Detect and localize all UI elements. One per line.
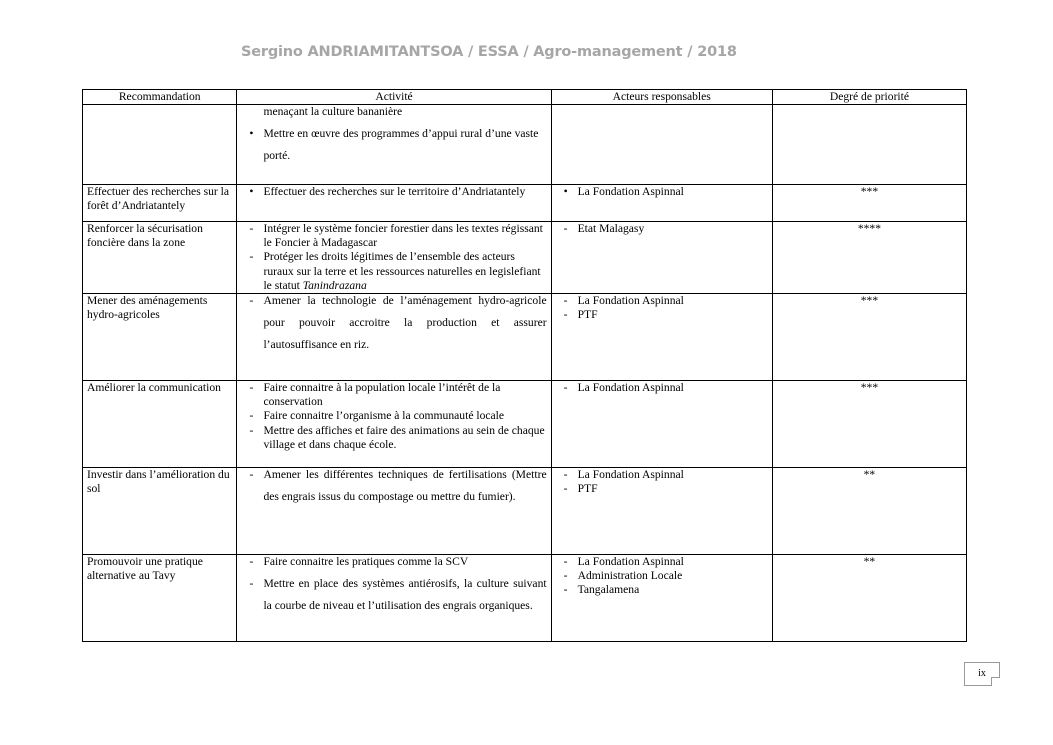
bullet-marker: • — [249, 127, 254, 141]
dash-marker: - — [249, 555, 254, 569]
recommandation-cell: Renforcer la sécurisation foncière dans la zone — [83, 222, 237, 294]
activite-item: - Intégrer le système foncier forestier dans les textes régissant le Foncier à Madagascar — [241, 222, 546, 250]
acteur-item: - PTF — [556, 482, 768, 496]
activite-item: - Amener les différentes techniques de fertilisations (Mettre des engrais issus du compostage ou mettre du fumier). — [241, 464, 546, 508]
acteur-item: - La Fondation Aspinnal — [556, 555, 768, 569]
dash-marker: - — [249, 250, 254, 264]
table-row — [83, 381, 967, 468]
table-row — [83, 294, 967, 381]
dash-marker: - — [249, 423, 254, 437]
acteur-item: - La Fondation Aspinnal — [556, 294, 768, 308]
dash-marker: - — [249, 409, 254, 423]
activite-cell — [237, 294, 551, 381]
acteur-item: • La Fondation Aspinnal — [556, 185, 768, 199]
table-row — [83, 222, 967, 294]
recommandation-cell: Mener des aménagements hydro-agricoles — [83, 294, 237, 381]
dash-marker: - — [563, 468, 568, 482]
acteur-item: - La Fondation Aspinnal — [556, 381, 768, 395]
acteur-item: - La Fondation Aspinnal — [556, 468, 768, 482]
activite-item: • Effectuer des recherches sur le territoire d’Andriatantely — [241, 185, 546, 199]
bullet-marker: • — [249, 185, 254, 198]
acteurs-cell — [551, 468, 772, 555]
dash-marker: - — [249, 468, 254, 482]
priorite-cell: **** — [772, 222, 966, 294]
header-recommandation: Recommandation — [83, 90, 237, 105]
priorite-cell: ** — [772, 555, 966, 642]
dash-marker: - — [563, 294, 568, 308]
dash-marker: - — [249, 381, 254, 395]
priorite-cell — [772, 105, 966, 185]
dash-marker: - — [249, 577, 254, 591]
table-row — [83, 185, 967, 222]
acteurs-cell — [551, 381, 772, 468]
recommendations-table — [82, 89, 967, 642]
dash-marker: - — [563, 381, 568, 395]
activite-item: - Amener la technologie de l’aménagement hydro-agricole pour pouvoir accroitre la production et assurer l’autosuffisance en riz. — [241, 290, 546, 356]
header-activite: Activité — [237, 90, 551, 105]
table-row — [83, 468, 967, 555]
italic-term: Tanindrazana — [302, 278, 367, 292]
header-acteurs: Acteurs responsables — [551, 90, 772, 105]
activite-item: - Faire connaitre à la population locale l’intérêt de la conservation — [241, 381, 546, 409]
header-priorite: Degré de priorité — [772, 90, 966, 105]
acteurs-cell — [551, 105, 772, 185]
priorite-cell: *** — [772, 185, 966, 222]
activite-cell — [237, 105, 551, 185]
dash-marker: - — [563, 569, 568, 583]
activite-item: - Mettre des affiches et faire des animations au sein de chaque village et dans chaque école. — [241, 424, 546, 452]
activite-cell — [237, 185, 551, 222]
priorite-cell: *** — [772, 294, 966, 381]
priorite-cell: *** — [772, 381, 966, 468]
activite-item: • Mettre en œuvre des programmes d’appui rural d’une vaste porté. — [241, 123, 546, 167]
dash-marker: - — [249, 222, 254, 235]
acteur-item: - Etat Malagasy — [556, 222, 768, 236]
acteurs-cell — [551, 294, 772, 381]
recommandation-cell: Investir dans l’amélioration du sol — [83, 468, 237, 555]
activite-item: - Mettre en place des systèmes antiérosifs, la culture suivant la courbe de niveau et l’utilisation des engrais organiques. — [241, 573, 546, 617]
acteurs-cell — [551, 222, 772, 294]
page-header: Sergino ANDRIAMITANTSOA / ESSA / Agro-management / 2018 — [241, 44, 737, 60]
dash-marker: - — [563, 482, 568, 496]
recommandation-cell: Améliorer la communication — [83, 381, 237, 468]
table-row — [83, 555, 967, 642]
page-number-box — [964, 662, 1000, 686]
bullet-marker: • — [563, 185, 568, 198]
page-number: ix — [978, 668, 986, 679]
dash-marker: - — [563, 222, 568, 235]
dash-marker: - — [563, 583, 568, 597]
activite-cell — [237, 555, 551, 642]
activite-continuation: menaçant la culture bananière — [263, 105, 403, 118]
acteur-item: - Administration Locale — [556, 569, 768, 583]
table-header-row — [83, 90, 967, 105]
activite-item: - Faire connaitre les pratiques comme la SCV — [241, 551, 546, 573]
page-curl-icon — [991, 677, 1000, 686]
priorite-cell: ** — [772, 468, 966, 555]
activite-item: - Faire connaitre l’organisme à la communauté locale — [241, 409, 546, 423]
recommandation-cell — [83, 105, 237, 185]
acteurs-cell — [551, 185, 772, 222]
dash-marker: - — [563, 555, 568, 569]
activite-item: - Protéger les droits légitimes de l’ensemble des acteurs ruraux sur la terre et les ressources naturelles en legislefiant le statut Tanindrazana — [241, 250, 546, 293]
activite-cell — [237, 222, 551, 294]
dash-marker: - — [563, 308, 568, 322]
recommandation-cell: Promouvoir une pratique alternative au Tavy — [83, 555, 237, 642]
acteur-item: - Tangalamena — [556, 583, 768, 597]
acteurs-cell — [551, 555, 772, 642]
dash-marker: - — [249, 294, 254, 308]
activite-cell — [237, 468, 551, 555]
table-row — [83, 105, 967, 185]
acteur-item: - PTF — [556, 308, 768, 322]
activite-cell — [237, 381, 551, 468]
recommandation-cell: Effectuer des recherches sur la forêt d’Andriatantely — [83, 185, 237, 222]
